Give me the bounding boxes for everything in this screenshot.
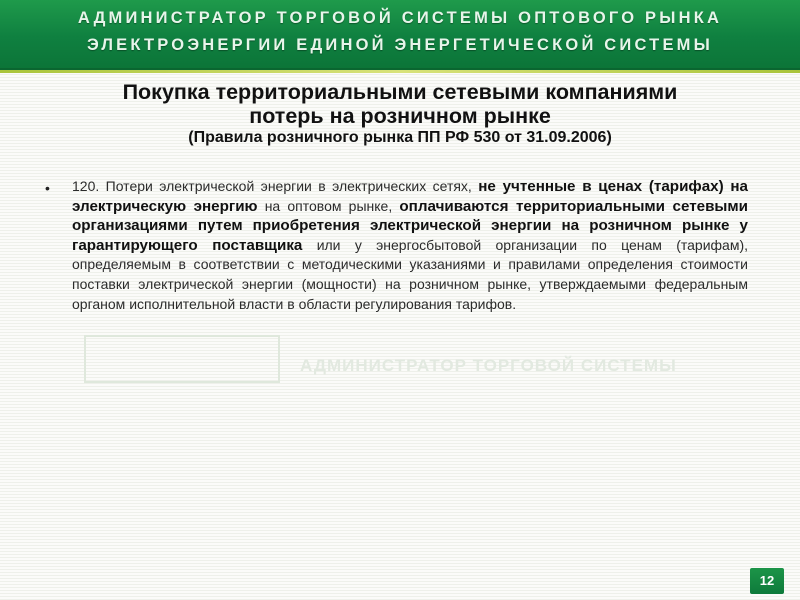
header-line-1: АДМИНИСТРАТОР ТОРГОВОЙ СИСТЕМЫ ОПТОВОГО РЫНКА: [77, 9, 723, 27]
watermark-text: АДМИНИСТРАТОР ТОРГОВОЙ СИСТЕМЫ: [300, 356, 677, 375]
title-line-2: потерь на розничном рынке: [249, 104, 551, 128]
bullet-marker: •: [45, 180, 50, 196]
body-paragraph: [72, 177, 748, 314]
title-line-1: Покупка территориальными сетевыми компаниями: [122, 80, 678, 104]
header-banner: [0, 0, 800, 70]
slide-title: [0, 80, 800, 128]
watermark-logo-box: [84, 335, 280, 383]
emphasized-text: оплачиваются территориальными сетевыми организациями путем приобретения электрической энергии на розничном рынке у гарантирующего поставщика: [72, 197, 748, 254]
emphasized-text: не учтенные в ценах (тарифах) на электрическую энергию: [72, 178, 748, 215]
paragraph-text: или у энергосбытовой организации по ценам (тарифам), определяемым в соответствии с методическими указаниями и правилами определения стоимости поставки электрической энергии (мощности) на розничном рынке, утверждаемыми федеральным органом исполнительной власти в области регулирования тарифов.: [72, 236, 748, 312]
slide-subtitle: (Правила розничного рынка ПП РФ 530 от 31.09.2006): [188, 129, 612, 146]
header-line-2: ЭЛЕКТРОЭНЕРГИИ ЕДИНОЙ ЭНЕРГЕТИЧЕСКОЙ СИСТЕМЫ: [87, 36, 713, 54]
header-divider: [0, 70, 800, 73]
paragraph-text: 120. Потери электрической энергии в электрических сетях,: [72, 178, 479, 194]
paragraph-text: на оптовом рынке,: [257, 197, 400, 214]
page-number-badge: 12: [750, 568, 784, 594]
